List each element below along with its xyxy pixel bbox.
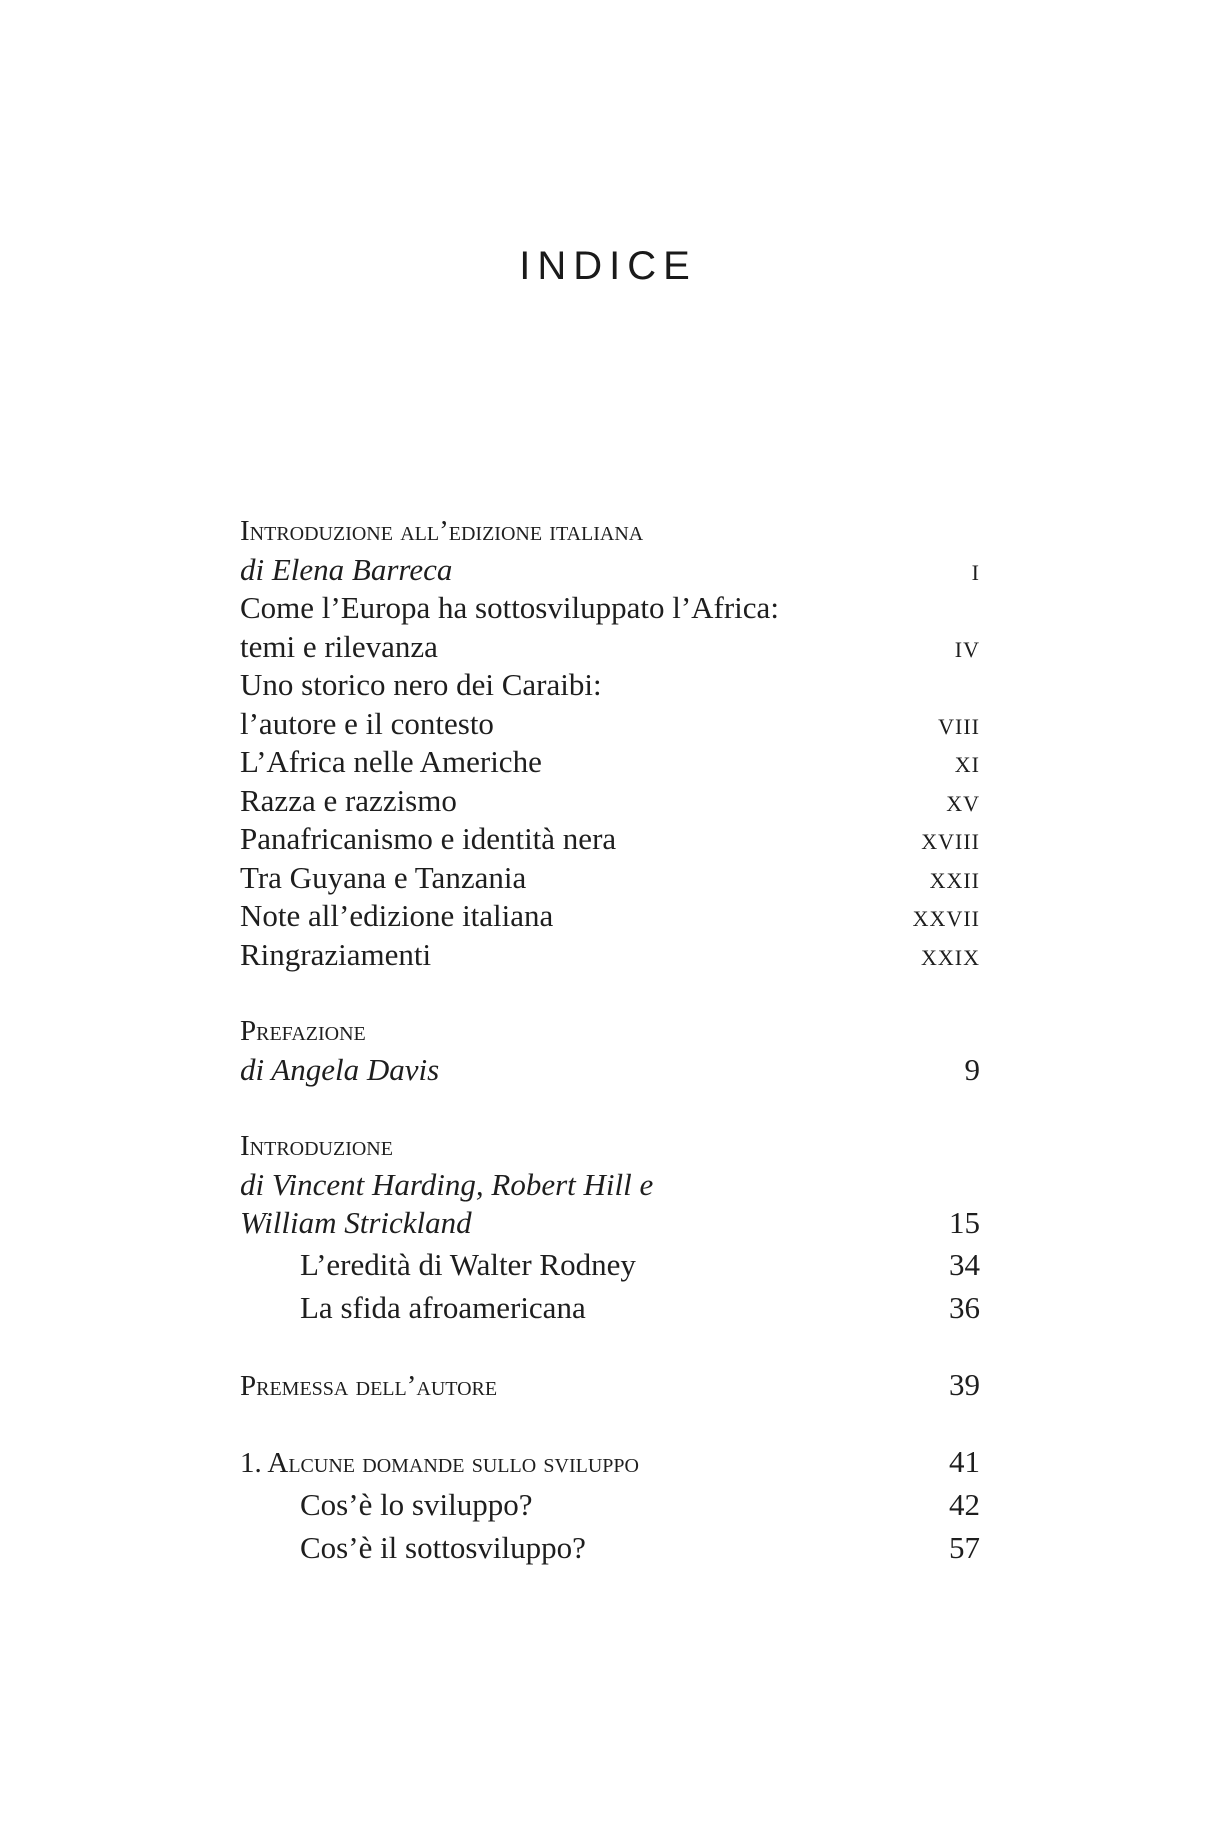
toc-entry-label: temi e rilevanza bbox=[240, 628, 438, 664]
toc-section-heading: Introduzione all’edizione italiana bbox=[240, 515, 644, 547]
toc-entry-intro-it-heading bbox=[240, 512, 980, 551]
page-number: XXVII bbox=[912, 906, 980, 931]
page-number: 39 bbox=[949, 1366, 980, 1402]
toc-entry-label: Cos’è lo sviluppo? bbox=[300, 1486, 533, 1522]
toc-entry-label: L’Africa nelle Americhe bbox=[240, 744, 542, 779]
page-number: XVIII bbox=[921, 829, 980, 854]
toc-author: William Strickland bbox=[240, 1205, 472, 1240]
page-number: I bbox=[971, 559, 980, 585]
toc-entry-s8 bbox=[240, 936, 980, 975]
toc-entry-label: Come l’Europa ha sottosviluppato l’Africa: bbox=[240, 590, 779, 625]
toc-section-heading: Prefazione bbox=[240, 1015, 366, 1047]
toc-author: di Angela Davis bbox=[240, 1051, 440, 1087]
toc-entry-label: La sfida afroamericana bbox=[300, 1289, 586, 1325]
page-number: 9 bbox=[964, 1051, 980, 1087]
toc-entry-label: Tra Guyana e Tanzania bbox=[240, 859, 527, 895]
toc-entry-label: L’eredità di Walter Rodney bbox=[300, 1246, 636, 1282]
toc-entry-introduzione-heading bbox=[240, 1127, 980, 1166]
toc-entry-s7 bbox=[240, 897, 980, 936]
toc-entry-introduzione-sub-1 bbox=[240, 1243, 980, 1286]
toc-entry-label: Panafricanismo e identità nera bbox=[240, 821, 617, 856]
toc-entry-s1-line1 bbox=[240, 589, 980, 628]
toc-entry-intro-it-author bbox=[240, 551, 980, 590]
toc-author: di Vincent Harding, Robert Hill e bbox=[240, 1166, 654, 1202]
toc-entry-label: l’autore e il contesto bbox=[240, 705, 494, 741]
toc-chapter-heading: 1. Alcune domande sullo sviluppo bbox=[240, 1446, 639, 1479]
toc-entry-chapter-1 bbox=[240, 1440, 980, 1483]
toc-entry-prefazione-heading bbox=[240, 1012, 980, 1051]
page-number: 15 bbox=[949, 1205, 980, 1240]
toc-entry-prefazione-author bbox=[240, 1051, 980, 1090]
toc-entry-s6 bbox=[240, 859, 980, 898]
toc-section-heading: Introduzione bbox=[240, 1130, 393, 1162]
page-number: 42 bbox=[949, 1486, 980, 1522]
toc-entry-s4 bbox=[240, 782, 980, 821]
toc-entry-premessa bbox=[240, 1363, 980, 1406]
page-number: 57 bbox=[949, 1529, 980, 1565]
toc-entry-s2-line1 bbox=[240, 666, 980, 705]
toc-entry-introduzione-sub-2 bbox=[240, 1286, 980, 1329]
page-number: 41 bbox=[949, 1443, 980, 1479]
toc-entry-introduzione-author-2 bbox=[240, 1204, 980, 1243]
toc-entry-label: Ringraziamenti bbox=[240, 936, 432, 972]
toc-entry-introduzione-author-1 bbox=[240, 1166, 980, 1205]
page-title: INDICE bbox=[519, 244, 697, 288]
table-of-contents bbox=[240, 512, 980, 1569]
page-number: XV bbox=[946, 790, 980, 816]
toc-section-heading: Premessa dell’autore bbox=[240, 1369, 498, 1402]
toc-entry-label: Uno storico nero dei Caraibi: bbox=[240, 667, 602, 702]
toc-entry-label: Razza e razzismo bbox=[240, 782, 457, 818]
toc-entry-s1-line2 bbox=[240, 628, 980, 667]
page-number: XXIX bbox=[921, 944, 980, 970]
toc-author: di Elena Barreca bbox=[240, 551, 453, 587]
toc-entry-s3 bbox=[240, 743, 980, 782]
toc-entry-s2-line2 bbox=[240, 705, 980, 744]
page-number: 34 bbox=[949, 1246, 980, 1282]
toc-entry-s5 bbox=[240, 820, 980, 859]
page-number: 36 bbox=[949, 1289, 980, 1325]
toc-entry-chapter-1-sub-1 bbox=[240, 1483, 980, 1526]
toc-entry-label: Cos’è il sottosviluppo? bbox=[300, 1529, 586, 1565]
page-number: XXII bbox=[929, 867, 980, 893]
page-number: IV bbox=[954, 636, 980, 662]
toc-entry-label: Note all’edizione italiana bbox=[240, 898, 554, 933]
page-number: XI bbox=[954, 752, 980, 777]
page-number: VIII bbox=[938, 713, 980, 739]
toc-entry-chapter-1-sub-2 bbox=[240, 1526, 980, 1569]
